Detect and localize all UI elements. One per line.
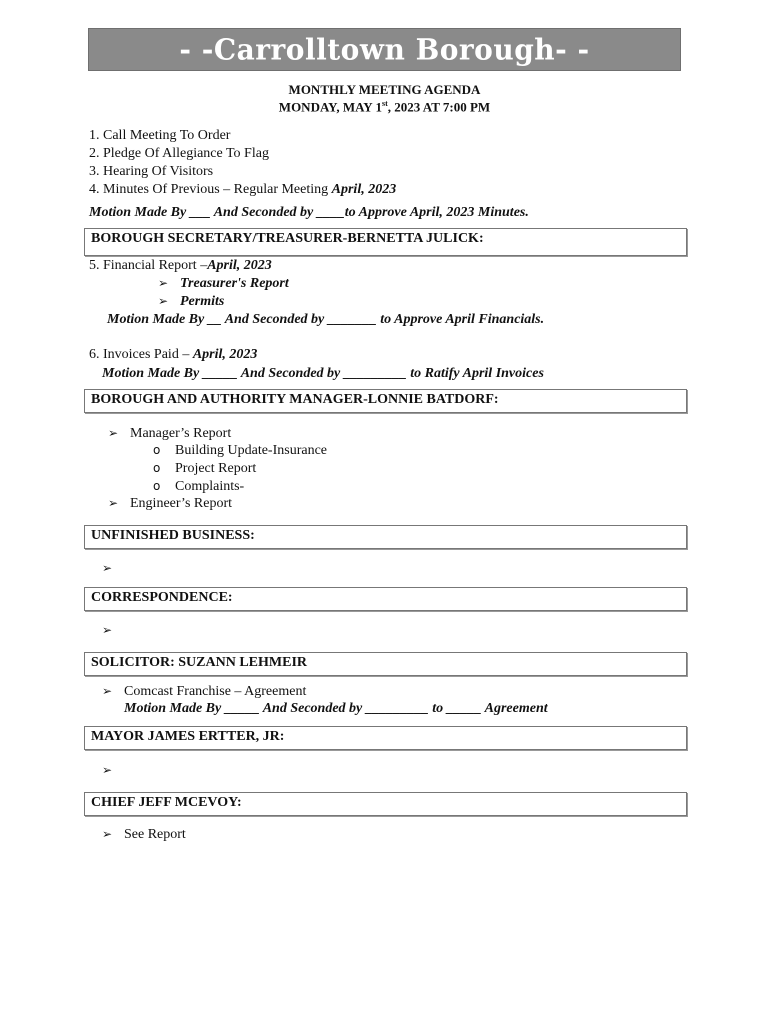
invoices-motion: Motion Made By _____ And Seconded by _________ to Ratify April Invoices [102, 366, 544, 381]
agreement-motion: Motion Made By _____ And Seconded by _________ to _____ Agreement [124, 701, 548, 716]
arrow-bullet-icon: ➢ [102, 827, 113, 841]
list-item-empty [102, 763, 124, 779]
financials-motion: Motion Made By __ And Seconded by _______ to Approve April Financials. [107, 312, 545, 327]
list-item-building-update: o Building Update-Insurance [153, 443, 328, 458]
circle-bullet-icon: o [153, 461, 161, 475]
agenda-item-2: 2. Pledge Of Allegiance To Flag [89, 146, 269, 161]
section-manager-heading: BOROUGH AND AUTHORITY MANAGER-LONNIE BATDORF: [84, 389, 687, 413]
list-item-engineers-report: ➢ Engineer’s Report [108, 496, 232, 511]
arrow-bullet-icon: ➢ [102, 763, 113, 777]
agenda-item-1: 1. Call Meeting To Order [89, 128, 231, 143]
arrow-bullet-icon: ➢ [158, 276, 169, 290]
list-item-project-report: o Project Report [153, 461, 257, 476]
circle-bullet-icon: o [153, 443, 161, 457]
minutes-motion: Motion Made By ___ And Seconded by ____to Approve April, 2023 Minutes. [89, 205, 529, 220]
section-chief-heading: CHIEF JEFF MCEVOY: [84, 792, 687, 816]
agenda-item-4: 4. Minutes Of Previous – Regular Meeting April, 2023 [89, 182, 397, 197]
arrow-bullet-icon: ➢ [108, 496, 119, 510]
section-correspondence-heading: CORRESPONDENCE: [84, 587, 687, 611]
agenda-heading: MONTHLY MEETING AGENDA [288, 82, 481, 97]
list-item-see-report: ➢ See Report [102, 827, 186, 842]
section-secretary-heading: BOROUGH SECRETARY/TREASURER-BERNETTA JULICK: [84, 228, 687, 256]
section-mayor-heading: MAYOR JAMES ERTTER, JR: [84, 726, 687, 750]
agenda-item-6: 6. Invoices Paid – April, 2023 [89, 347, 258, 362]
list-item-treasurers-report: ➢ Treasurer's Report [158, 276, 289, 291]
arrow-bullet-icon: ➢ [102, 561, 113, 575]
arrow-bullet-icon: ➢ [158, 294, 169, 308]
list-item-empty [102, 623, 124, 639]
section-unfinished-heading: UNFINISHED BUSINESS: [84, 525, 687, 549]
circle-bullet-icon: o [153, 479, 161, 493]
list-item-managers-report: ➢ Manager’s Report [108, 426, 232, 441]
meeting-date: MONDAY, MAY 1st, 2023 AT 7:00 PM [278, 99, 491, 115]
title-banner [88, 28, 681, 71]
agenda-item-5: 5. Financial Report –April, 2023 [89, 258, 272, 273]
arrow-bullet-icon: ➢ [102, 684, 113, 698]
arrow-bullet-icon: ➢ [102, 623, 113, 637]
arrow-bullet-icon: ➢ [108, 426, 119, 440]
list-item-empty [102, 561, 124, 577]
list-item-permits: ➢ Permits [158, 294, 225, 309]
agenda-item-3: 3. Hearing Of Visitors [89, 164, 214, 179]
section-solicitor-heading: SOLICITOR: SUZANN LEHMEIR [84, 652, 687, 676]
list-item-comcast-franchise: ➢ Comcast Franchise – Agreement [102, 684, 307, 699]
borough-title: - -Carrolltown Borough- - [179, 32, 590, 67]
list-item-complaints: o Complaints- [153, 479, 245, 494]
